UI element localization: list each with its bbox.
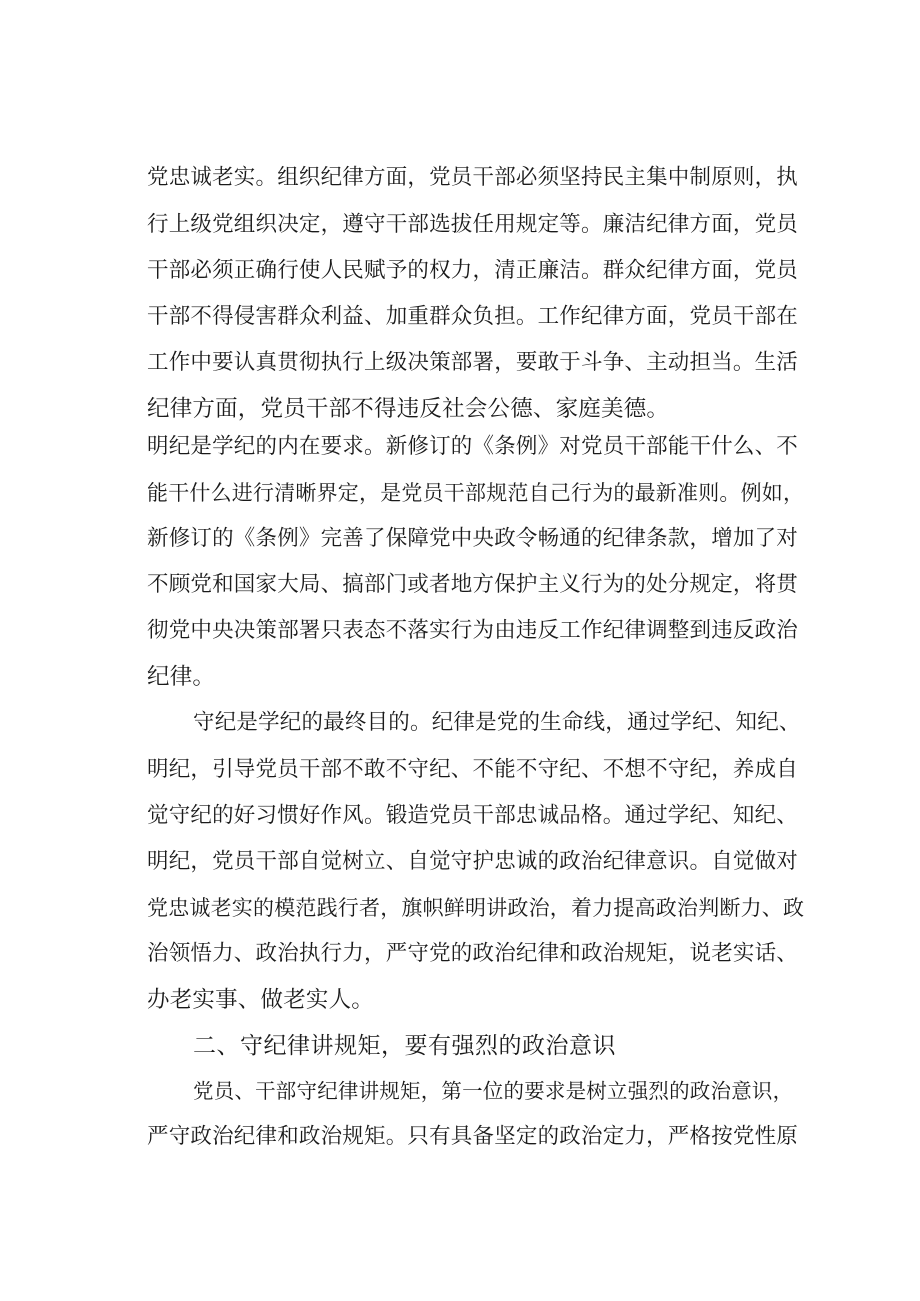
text-line: 觉守纪的好习惯好作风。锻造党员干部忠诚品格。通过学纪、知纪、	[147, 803, 799, 828]
text-line: 党员、干部守纪律讲规矩，第一位的要求是树立强烈的政治意识，	[193, 1079, 794, 1103]
section-heading: 二、守纪律讲规矩，要有强烈的政治意识	[193, 1033, 616, 1059]
text-line: 能干什么进行清晰界定，是党员干部规范自己行为的最新准则。例如，	[147, 481, 805, 505]
text-line: 工作中要认真贯彻执行上级决策部署，要敢于斗争、主动担当。生活	[147, 350, 799, 375]
text-line: 守纪是学纪的最终目的。纪律是党的生命线，通过学纪、知纪、	[193, 710, 801, 735]
text-line: 办老实事、做老实人。	[147, 987, 375, 1013]
text-line: 不顾党和国家大局、搞部门或者地方保护主义行为的处分规定，将贯	[147, 572, 799, 597]
text-line: 纪律方面，党员干部不得违反社会公德、家庭美德。	[147, 396, 670, 422]
text-line: 严守政治纪律和政治规矩。只有具备坚定的政治定力，严格按党性原	[147, 1124, 799, 1149]
text-line: 党忠诚老实的模范践行者，旗帜鲜明讲政治，着力提高政治判断力、政	[147, 896, 805, 920]
text-line: 彻党中央决策部署只表态不落实行为由违反工作纪律调整到违反政治	[147, 618, 799, 643]
text-line: 纪律。	[147, 664, 216, 690]
text-line: 明纪是学纪的内在要求。新修订的《条例》对党员干部能干什么、不	[147, 434, 799, 459]
text-line: 治领悟力、政治执行力，严守党的政治纪律和政治规矩，说老实话、	[147, 941, 799, 966]
text-line: 明纪，引导党员干部不敢不守纪、不能不守纪、不想不守纪，养成自	[147, 757, 799, 782]
text-line: 党忠诚老实。组织纪律方面，党员干部必须坚持民主集中制原则，执	[147, 165, 799, 190]
text-line: 干部必须正确行使人民赋予的权力，清正廉洁。群众纪律方面，党员	[147, 258, 799, 283]
text-line: 新修订的《条例》完善了保障党中央政令畅通的纪律条款，增加了对	[147, 526, 799, 551]
text-line: 干部不得侵害群众利益、加重群众负担。工作纪律方面，党员干部在	[147, 304, 799, 329]
text-line: 行上级党组织决定，遵守干部选拔任用规定等。廉洁纪律方面，党员	[147, 212, 799, 237]
text-line: 明纪，党员干部自觉树立、自觉守护忠诚的政治纪律意识。自觉做对	[147, 849, 799, 874]
